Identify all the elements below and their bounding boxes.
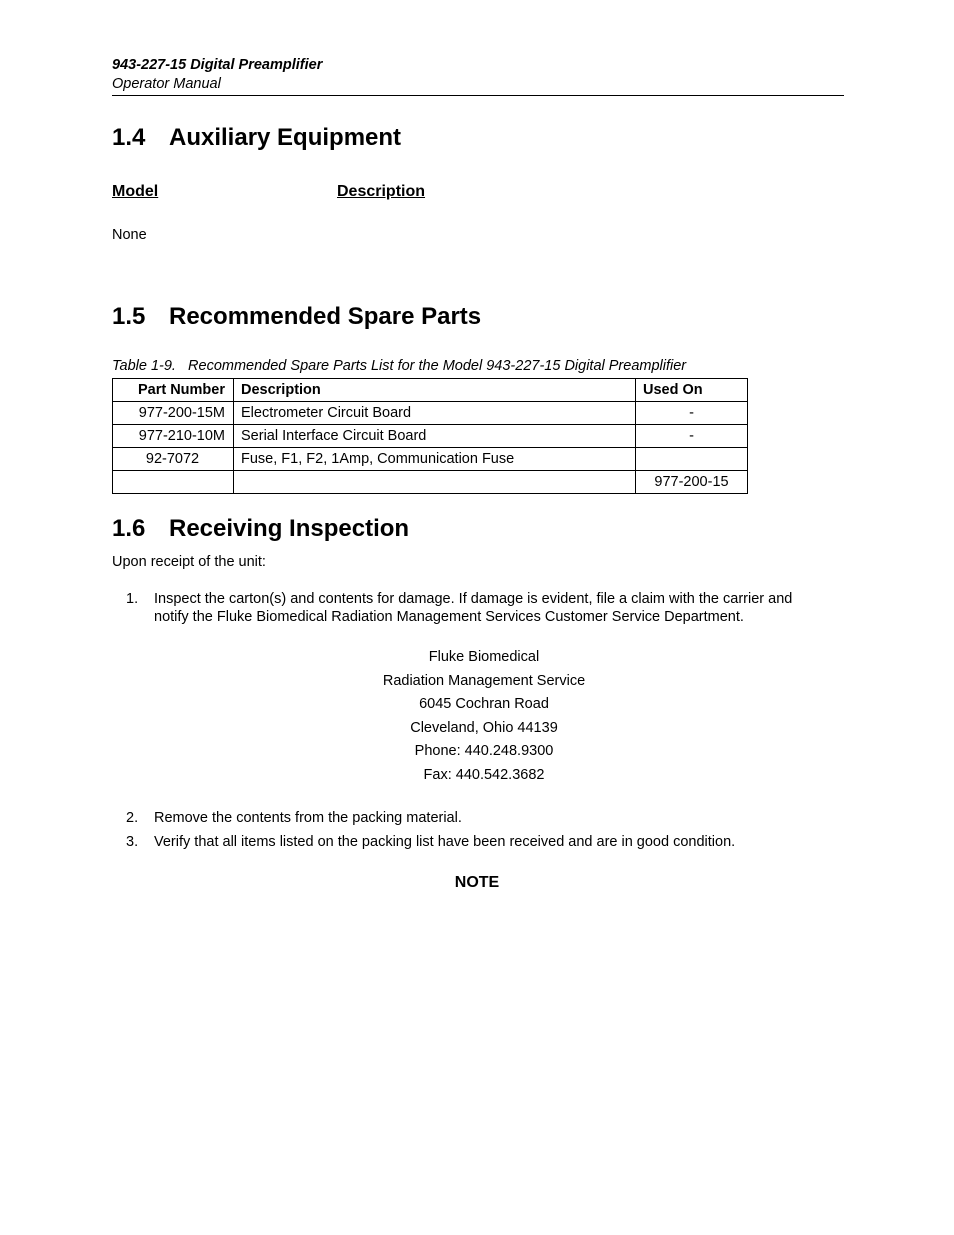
- address-line: Fax: 440.542.3682: [423, 766, 545, 783]
- step-text: Remove the contents from the packing material.: [154, 810, 462, 826]
- cell-used-on: [636, 448, 748, 471]
- section-number: 1.4: [112, 124, 146, 151]
- auxiliary-equipment-none: None: [112, 227, 147, 243]
- cell-description: Serial Interface Circuit Board: [234, 425, 636, 448]
- cell-description: Fuse, F1, F2, 1Amp, Communication Fuse: [234, 448, 636, 471]
- step-number: 1.: [126, 591, 139, 607]
- document-subtitle: Operator Manual: [112, 76, 221, 92]
- table-row: [113, 402, 748, 425]
- cell-description: Electrometer Circuit Board: [234, 402, 636, 425]
- table-row: [113, 471, 748, 494]
- header-description: Description: [234, 379, 636, 402]
- step-number: 2.: [126, 810, 139, 826]
- inspection-step-1: [112, 590, 844, 626]
- cell-used-on: -: [636, 425, 748, 448]
- spare-parts-table: [112, 378, 748, 494]
- section-number: 1.6: [112, 515, 146, 542]
- document-title: 943-227-15 Digital Preamplifier: [112, 57, 323, 73]
- address-line: Phone: 440.248.9300: [414, 743, 554, 760]
- header-part-number: Part Number: [113, 379, 234, 402]
- section-heading-receiving-inspection: [112, 515, 409, 543]
- contact-address: [112, 646, 856, 788]
- section-heading-spare-parts: [112, 303, 481, 331]
- table-caption: Table 1-9. Recommended Spare Parts List for the Model 943-227-15 Digital Preamplifier: [112, 358, 687, 374]
- column-header-description: Description: [337, 183, 426, 200]
- cell-part-number: [113, 471, 234, 494]
- cell-used-on: -: [636, 402, 748, 425]
- inspection-step-2: [112, 809, 844, 827]
- step-text-line: notify the Fluke Biomedical Radiation Management Services Customer Service Department.: [154, 609, 744, 625]
- step-text-line: Inspect the carton(s) and contents for damage. If damage is evident, file a claim with the carrier and: [154, 591, 793, 607]
- address-line: Radiation Management Service: [382, 672, 586, 689]
- step-number: 3.: [126, 834, 139, 850]
- table-header-row: [113, 379, 748, 402]
- inspection-step-3: [112, 833, 844, 851]
- page-header: [112, 56, 844, 96]
- address-line: Fluke Biomedical: [428, 649, 540, 665]
- step-text: Verify that all items listed on the packing list have been received and are in good condition.: [154, 834, 736, 850]
- table-row: [113, 448, 748, 471]
- address-line: 6045 Cochran Road: [419, 696, 549, 713]
- receiving-intro: Upon receipt of the unit:: [112, 554, 266, 570]
- cell-part-number: 977-200-15M: [113, 402, 234, 425]
- cell-part-number: 977-210-10M: [113, 425, 234, 448]
- section-title: Receiving Inspection: [169, 515, 410, 542]
- note-heading: NOTE: [454, 874, 500, 891]
- table-row: [113, 425, 748, 448]
- section-title: Recommended Spare Parts: [169, 303, 482, 330]
- section-number: 1.5: [112, 303, 146, 330]
- section-heading-auxiliary-equipment: [112, 124, 401, 152]
- section-title: Auxiliary Equipment: [169, 124, 402, 151]
- cell-part-number: 92-7072: [113, 448, 234, 471]
- cell-used-on: 977-200-15: [636, 471, 748, 494]
- column-header-model: Model: [112, 183, 159, 200]
- address-line: Cleveland, Ohio 44139: [410, 719, 558, 736]
- cell-description: [234, 471, 636, 494]
- header-used-on: Used On: [636, 379, 748, 402]
